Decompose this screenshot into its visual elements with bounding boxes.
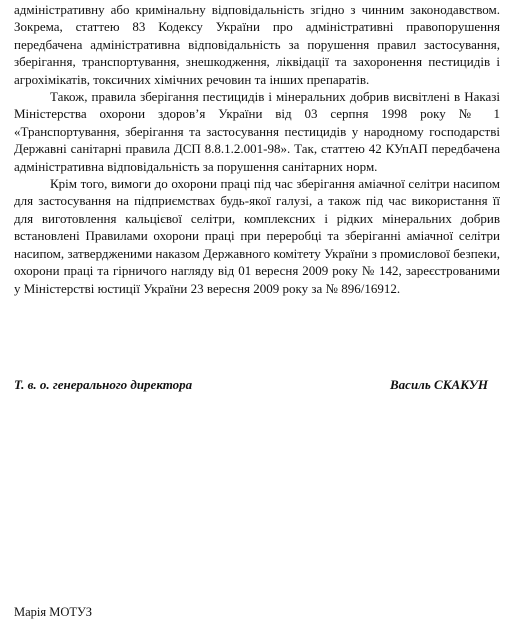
- signature-block: [14, 377, 500, 393]
- executor-name: Марія МОТУЗ: [14, 605, 92, 619]
- paragraph-ammonium-nitrate-safety: Крім того, вимоги до охорони праці під час зберігання аміачної селітри насипом для застосування на підприємствах будь-якої галузі, а також під час використання її для виготовлення кальцієвої селітри, комплексних і рідких мінеральних добрив встановлені Правилами охорони праці при переробці та зберіганні аміачної селітри насипом, затвердженими наказом Державного комітету України з промислової безпеки, охорони праці та гірничого нагляду від 01 вересня 2009 року № 142, зареєстрованими у Міністерстві юстиції України 23 вересня 2009 року за № 896/16912.: [14, 176, 500, 296]
- paragraph-continuation: адміністративну або кримінальну відповідальність згідно з чинним законодавством. Зокрема, статтею 83 Кодексу України про адміністративні правопорушення передбачена адміністративна відповідальність за порушення правил застосування, зберігання, транспортування, знешкодження, ліквідації та захоронення пестицидів і агрохімікатів, токсичних хімічних речовин та інших препаратів.: [14, 2, 500, 87]
- signatory-name: Василь СКАКУН: [390, 377, 488, 392]
- signatory-position: Т. в. о. генерального директора: [14, 377, 193, 392]
- paragraph-pesticide-storage-rules: Також, правила зберігання пестицидів і мінеральних добрив висвітлені в Наказі Міністерства охорони здоров’я України від 03 серпня 1998 року № 1 «Транспортування, зберігання та застосування пестицидів у народному господарстві Державні санітарні правила ДСП 8.8.1.2.001-98». Так, статтею 42 КУпАП передбачена адміністративна відповідальність за порушення санітарних норм.: [14, 89, 500, 174]
- document-body: [14, 1, 500, 297]
